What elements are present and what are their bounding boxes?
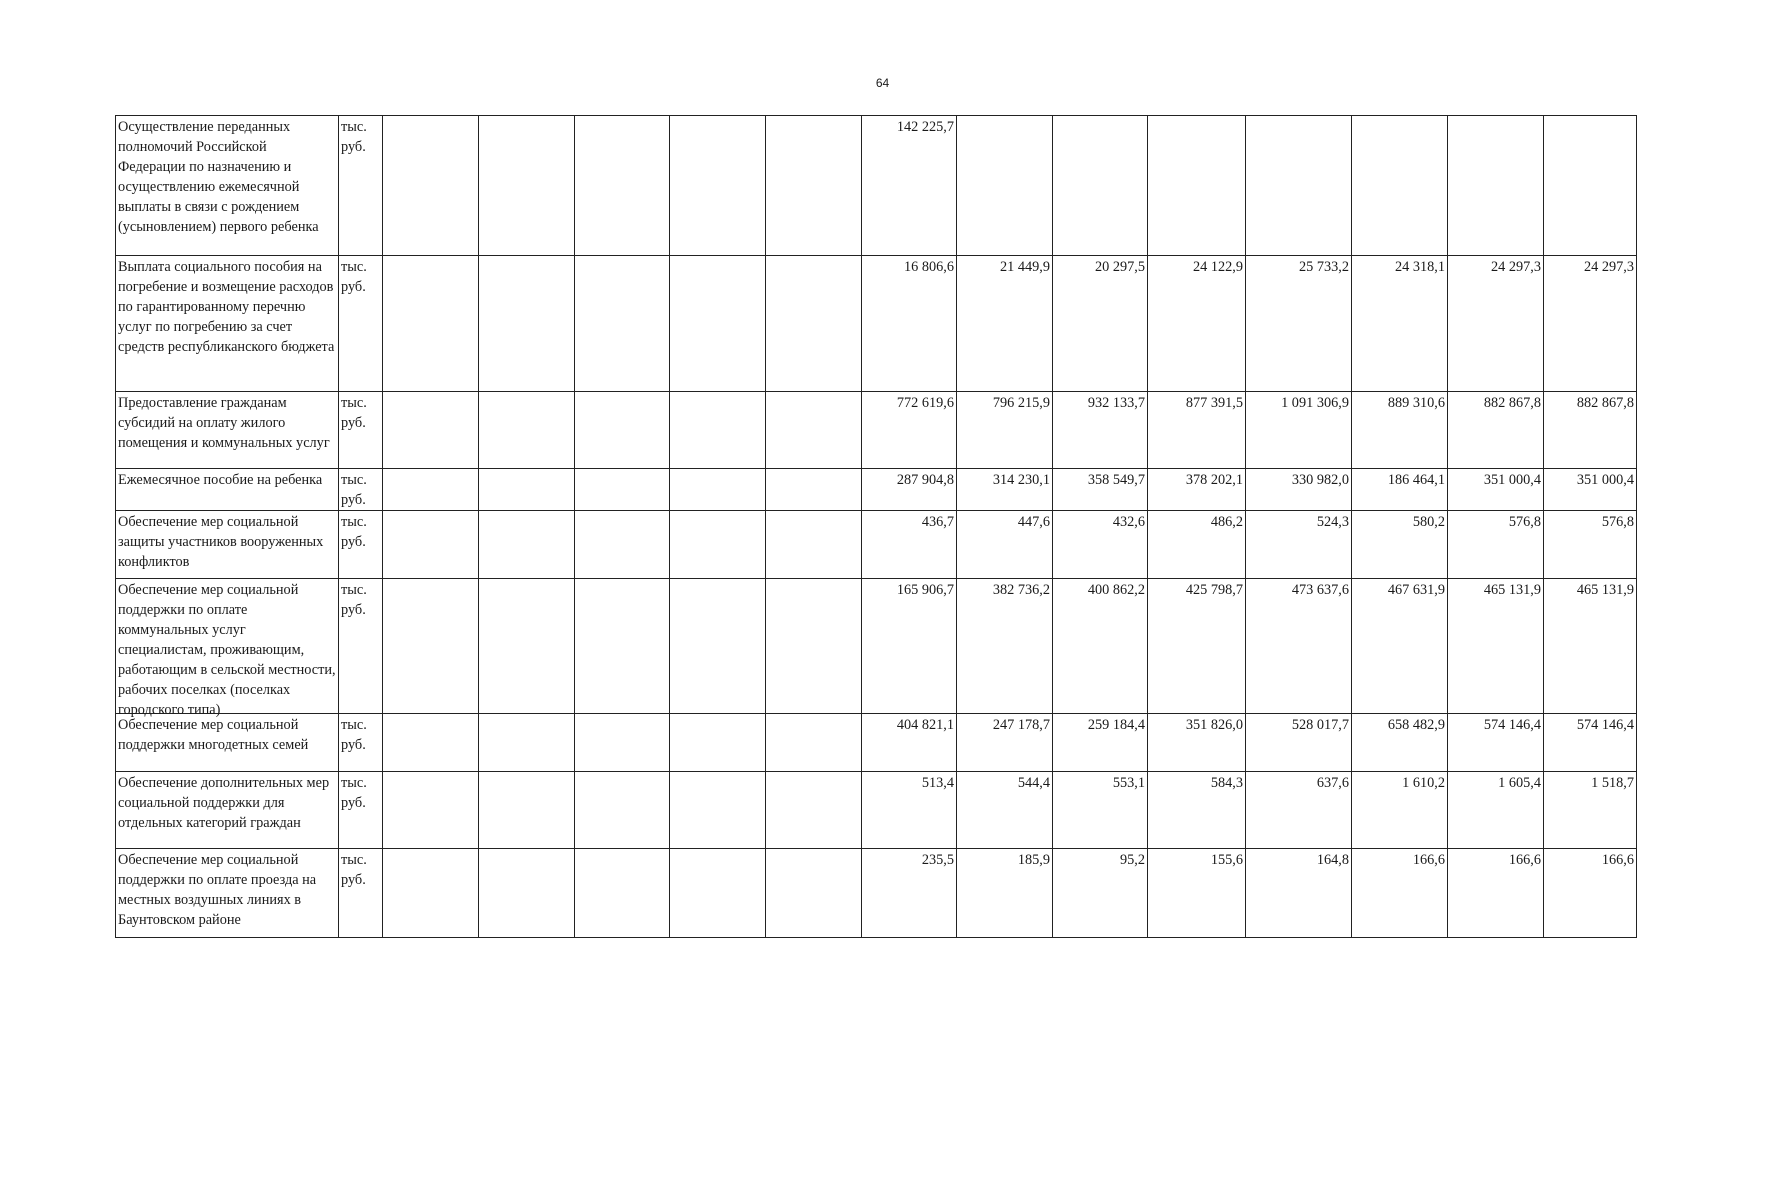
value-cell: [670, 579, 766, 714]
value-cell: 382 736,2: [957, 579, 1053, 714]
value-cell: 637,6: [1246, 772, 1352, 849]
value-cell: [575, 469, 670, 511]
row-unit: тыс. руб.: [339, 714, 383, 772]
row-name: Ежемесячное пособие на ребенка: [118, 472, 323, 488]
value-cell: [766, 714, 862, 772]
value-cell: 1 610,2: [1352, 772, 1448, 849]
value-cell: [383, 714, 479, 772]
value-cell: 1 605,4: [1448, 772, 1544, 849]
value-cell: 432,6: [1053, 511, 1148, 579]
value-cell: 465 131,9: [1544, 579, 1637, 714]
value-cell: [575, 256, 670, 392]
value-cell: 25 733,2: [1246, 256, 1352, 392]
value-cell: [575, 392, 670, 469]
value-cell: 467 631,9: [1352, 579, 1448, 714]
value-cell: [670, 772, 766, 849]
row-name-cell: [116, 256, 339, 392]
value-cell: [766, 772, 862, 849]
value-cell: 378 202,1: [1148, 469, 1246, 511]
value-cell: [575, 116, 670, 256]
value-cell: 142 225,7: [862, 116, 957, 256]
row-unit: тыс. руб.: [339, 511, 383, 579]
value-cell: [383, 469, 479, 511]
table-body: [116, 116, 1637, 938]
value-cell: [383, 772, 479, 849]
row-name-cell: [116, 849, 339, 938]
value-cell: 351 826,0: [1148, 714, 1246, 772]
value-cell: 524,3: [1246, 511, 1352, 579]
value-cell: [575, 714, 670, 772]
value-cell: [766, 392, 862, 469]
value-cell: 351 000,4: [1544, 469, 1637, 511]
value-cell: 528 017,7: [1246, 714, 1352, 772]
value-cell: 574 146,4: [1448, 714, 1544, 772]
table-row: [116, 116, 1637, 256]
value-cell: 1 518,7: [1544, 772, 1637, 849]
value-cell: [670, 714, 766, 772]
value-cell: [479, 714, 575, 772]
value-cell: 24 318,1: [1352, 256, 1448, 392]
value-cell: [479, 256, 575, 392]
row-name: Осуществление переданных полномочий Российской Федерации по назначению и осуществлению ежемесячной выплаты в связи с рождением (усыновлением) первого ребенка: [118, 119, 319, 235]
row-name-cell: [116, 714, 339, 772]
value-cell: [957, 116, 1053, 256]
value-cell: 796 215,9: [957, 392, 1053, 469]
value-cell: 513,4: [862, 772, 957, 849]
value-cell: 186 464,1: [1352, 469, 1448, 511]
row-unit: тыс. руб.: [339, 116, 383, 256]
row-unit: тыс. руб.: [339, 579, 383, 714]
row-unit: тыс. руб.: [339, 469, 383, 511]
value-cell: 400 862,2: [1053, 579, 1148, 714]
row-name: Обеспечение дополнительных мер социальной поддержки для отдельных категорий граждан: [118, 775, 330, 831]
value-cell: 404 821,1: [862, 714, 957, 772]
value-cell: 486,2: [1148, 511, 1246, 579]
value-cell: 166,6: [1544, 849, 1637, 938]
value-cell: 21 449,9: [957, 256, 1053, 392]
value-cell: [383, 392, 479, 469]
value-cell: 166,6: [1448, 849, 1544, 938]
value-cell: [575, 579, 670, 714]
value-cell: 185,9: [957, 849, 1053, 938]
table-row: [116, 511, 1637, 579]
value-cell: 20 297,5: [1053, 256, 1148, 392]
value-cell: 447,6: [957, 511, 1053, 579]
value-cell: 473 637,6: [1246, 579, 1352, 714]
row-name-cell: [116, 469, 339, 511]
row-name: Обеспечение мер социальной защиты участников вооруженных конфликтов: [118, 514, 324, 570]
page-number: 64: [875, 76, 890, 90]
value-cell: [1352, 116, 1448, 256]
value-cell: [1246, 116, 1352, 256]
value-cell: 465 131,9: [1448, 579, 1544, 714]
value-cell: 16 806,6: [862, 256, 957, 392]
value-cell: [479, 849, 575, 938]
value-cell: [766, 849, 862, 938]
value-cell: [575, 511, 670, 579]
value-cell: 889 310,6: [1352, 392, 1448, 469]
row-unit: тыс. руб.: [339, 772, 383, 849]
value-cell: 259 184,4: [1053, 714, 1148, 772]
value-cell: [575, 849, 670, 938]
value-cell: 314 230,1: [957, 469, 1053, 511]
value-cell: 574 146,4: [1544, 714, 1637, 772]
value-cell: [670, 511, 766, 579]
row-name: Выплата социального пособия на погребение и возмещение расходов по гарантированному перечню услуг по погребению за счет средств республиканского бюджета: [118, 259, 335, 355]
value-cell: 882 867,8: [1448, 392, 1544, 469]
value-cell: 436,7: [862, 511, 957, 579]
value-cell: [670, 849, 766, 938]
row-unit: тыс. руб.: [339, 849, 383, 938]
value-cell: 24 297,3: [1448, 256, 1544, 392]
table-row: [116, 256, 1637, 392]
row-name-cell: [116, 772, 339, 849]
value-cell: [670, 392, 766, 469]
value-cell: 24 122,9: [1148, 256, 1246, 392]
value-cell: [766, 116, 862, 256]
value-cell: 358 549,7: [1053, 469, 1148, 511]
table-row: [116, 392, 1637, 469]
row-unit: тыс. руб.: [339, 256, 383, 392]
value-cell: [1053, 116, 1148, 256]
value-cell: 247 178,7: [957, 714, 1053, 772]
value-cell: [479, 392, 575, 469]
value-cell: [766, 579, 862, 714]
value-cell: [766, 511, 862, 579]
value-cell: [383, 116, 479, 256]
value-cell: 24 297,3: [1544, 256, 1637, 392]
row-name-cell: [116, 511, 339, 579]
value-cell: 1 091 306,9: [1246, 392, 1352, 469]
value-cell: 164,8: [1246, 849, 1352, 938]
value-cell: [479, 116, 575, 256]
value-cell: 155,6: [1148, 849, 1246, 938]
table-row: [116, 772, 1637, 849]
value-cell: 351 000,4: [1448, 469, 1544, 511]
value-cell: [479, 579, 575, 714]
value-cell: 576,8: [1448, 511, 1544, 579]
value-cell: 544,4: [957, 772, 1053, 849]
value-cell: 330 982,0: [1246, 469, 1352, 511]
value-cell: 658 482,9: [1352, 714, 1448, 772]
value-cell: 95,2: [1053, 849, 1148, 938]
row-name-cell: [116, 392, 339, 469]
value-cell: 553,1: [1053, 772, 1148, 849]
value-cell: 425 798,7: [1148, 579, 1246, 714]
table-row: [116, 579, 1637, 714]
table-row: [116, 714, 1637, 772]
value-cell: [479, 772, 575, 849]
value-cell: 932 133,7: [1053, 392, 1148, 469]
row-unit: тыс. руб.: [339, 392, 383, 469]
value-cell: 166,6: [1352, 849, 1448, 938]
value-cell: [1448, 116, 1544, 256]
value-cell: [670, 469, 766, 511]
value-cell: [479, 511, 575, 579]
value-cell: 235,5: [862, 849, 957, 938]
row-name: Обеспечение мер социальной поддержки многодетных семей: [118, 717, 309, 753]
table-row: [116, 849, 1637, 938]
value-cell: [670, 256, 766, 392]
value-cell: 772 619,6: [862, 392, 957, 469]
row-name: Обеспечение мер социальной поддержки по оплате проезда на местных воздушных линиях в Баунтовском районе: [118, 852, 317, 928]
table-row: [116, 469, 1637, 511]
value-cell: 584,3: [1148, 772, 1246, 849]
value-cell: 580,2: [1352, 511, 1448, 579]
value-cell: 882 867,8: [1544, 392, 1637, 469]
value-cell: [766, 469, 862, 511]
row-name-cell: [116, 579, 339, 718]
value-cell: [670, 116, 766, 256]
value-cell: 576,8: [1544, 511, 1637, 579]
value-cell: [575, 772, 670, 849]
value-cell: [383, 256, 479, 392]
value-cell: [383, 511, 479, 579]
row-name: Предоставление гражданам субсидий на оплату жилого помещения и коммунальных услуг: [118, 395, 330, 451]
value-cell: [479, 469, 575, 511]
value-cell: [766, 256, 862, 392]
row-name-cell: [116, 116, 339, 256]
value-cell: 877 391,5: [1148, 392, 1246, 469]
value-cell: [1148, 116, 1246, 256]
value-cell: 165 906,7: [862, 579, 957, 714]
value-cell: [1544, 116, 1637, 256]
row-name: Обеспечение мер социальной поддержки по оплате коммунальных услуг специалистам, проживающим, работающим в сельской местности, рабочих поселках (поселках городского типа): [118, 582, 336, 718]
value-cell: 287 904,8: [862, 469, 957, 511]
value-cell: [383, 849, 479, 938]
value-cell: [383, 579, 479, 714]
budget-table: [115, 115, 1637, 938]
